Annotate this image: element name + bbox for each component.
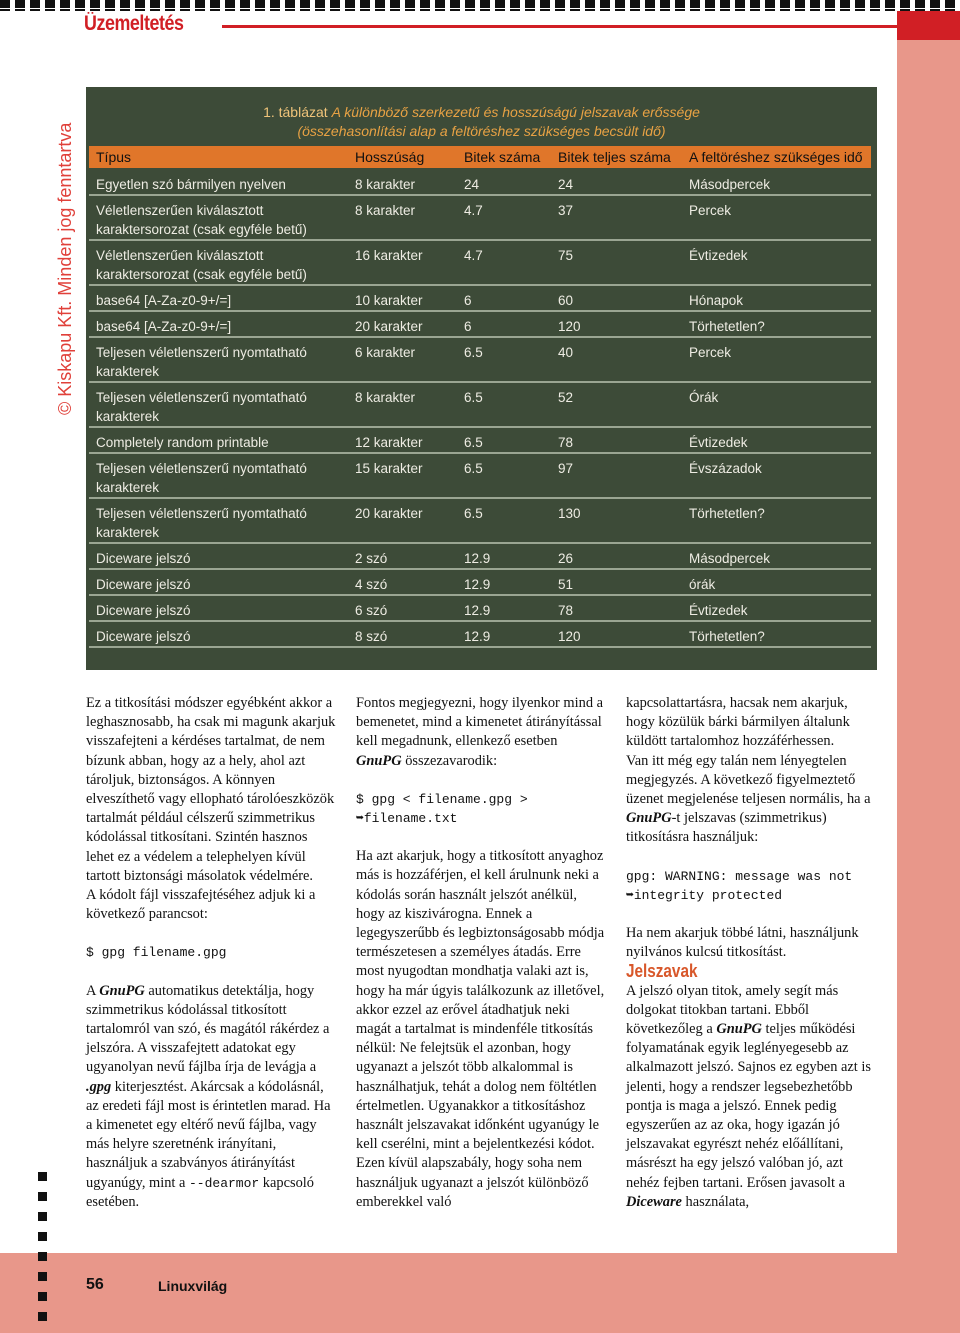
cell-total-bits: 51 — [558, 577, 574, 592]
paragraph: Ez a titkosítási módszer egyébként akkor a leghasznosabb, ha csak mi magunk akarjuk visszafejteni a kérdéses tartalmat, de nem bízunk abban, hogy az a hely, ahol azt tároljuk, biztonságos. A könnyen elveszíthető vagy ellopható tárolóeszközök tartalmát például célszerű szimmetrikus kódolással titkosítani. Szintén hasznos lehet ez a védelem a telephelyen kívül tartott biztonsági másolatok védelmére. — [86, 695, 336, 884]
cell-bits: 12.9 — [464, 551, 491, 566]
cell-bits: 6.5 — [464, 461, 483, 476]
header-rule — [222, 25, 960, 28]
table-header-row — [89, 146, 871, 168]
table-row — [89, 622, 871, 648]
subsection-heading: Jelszavak — [626, 961, 698, 982]
header-crack-time: A feltöréshez szükséges idő — [689, 149, 863, 165]
cell-length: 6 szó — [355, 603, 388, 618]
cell-crack-time: órák — [689, 577, 716, 592]
cell-crack-time: Évtizedek — [689, 248, 748, 263]
table-row — [89, 570, 871, 596]
cell-type: Diceware jelszó — [96, 629, 191, 644]
paragraph: Van itt még egy talán nem lényegtelen megjegyzés. A következő figyelmeztető üzenet megjelenése teljesen normális, ha a GnuPG-t jelszavas (szimmetrikus) titkosításra használjuk: — [626, 752, 871, 846]
text-column-3 — [626, 694, 876, 1212]
password-strength-table — [86, 87, 877, 670]
cell-bits: 12.9 — [464, 629, 491, 644]
page-number: 56 — [86, 1276, 104, 1293]
cell-length: 15 karakter — [355, 461, 423, 476]
table-row — [89, 544, 871, 570]
cell-type: Diceware jelszó — [96, 551, 191, 566]
cell-crack-time: Évtizedek — [689, 603, 748, 618]
table-row — [89, 383, 871, 428]
table-row — [89, 286, 871, 312]
cell-total-bits: 130 — [558, 506, 581, 521]
header-length: Hosszúság — [355, 149, 425, 165]
paragraph: A jelszó olyan titok, amely segít más dolgokat titokban tartani. Ebből következőleg a GnuPG teljes működési folyamatának egyik leglényegesebb az alkalmazott jelszó. Sajnos ez egyben azt is jelenti, hogy a rendszer legsebezhetőbb pontja is maga a jelszó. Ennek pedig egyszerűen az az oka, hogy igazán jó jelszavakat egyrészt nehéz előállítani, másrészt ha egy jelszó valóban jó, azt nehéz fejben tartani. Erősen javasolt a Diceware használata, — [626, 982, 871, 1210]
cell-length: 4 szó — [355, 577, 388, 592]
cell-type: base64 [A-Za-z0-9+/=] — [96, 319, 232, 334]
table-body — [89, 170, 871, 648]
cell-bits: 6 — [464, 293, 472, 308]
cell-crack-time: Másodpercek — [689, 177, 771, 192]
cell-type: Egyetlen szó bármilyen nyelven — [96, 177, 286, 192]
text-column-2 — [356, 694, 606, 1212]
cell-type: Diceware jelszó — [96, 603, 191, 618]
copyright-notice: © Kiskapu Kft. Minden jog fenntartva — [55, 122, 75, 415]
left-square-markers — [38, 1172, 47, 1332]
code-block: gpg: WARNING: message was not ➥integrity protected — [626, 868, 853, 903]
table-caption-number: 1. táblázat — [263, 104, 328, 120]
cell-bits: 24 — [464, 177, 480, 192]
cell-bits: 4.7 — [464, 248, 483, 263]
cell-length: 8 karakter — [355, 177, 416, 192]
cell-total-bits: 78 — [558, 603, 574, 618]
gnupg-term: GnuPG — [716, 1021, 762, 1038]
cell-length: 10 karakter — [355, 293, 423, 308]
cell-total-bits: 120 — [558, 629, 581, 644]
cell-crack-time: Évtizedek — [689, 435, 748, 450]
cell-bits: 4.7 — [464, 203, 483, 218]
paragraph: A GnuPG automatikus detektálja, hogy szimmetrikus kódolással titkosított tartalomról van szó, és magától rákérdez a jelszóra. A visszafejtett adatokat egy ugyanolyan nevű fájlba írja de levágja a .gpg kiterjesztést. Akárcsak a kódolásnál, az eredeti fájl most is érintetlen marad. Ha a kimenetet egy eltérő nevű fájlba, vagy más helyre szeretnénk irányítani, használjuk a szabványos átirányítást ugyanúgy, mint a --dearmor kapcsoló esetében. — [86, 982, 331, 1210]
cell-crack-time: Évszázadok — [689, 461, 762, 476]
cell-total-bits: 75 — [558, 248, 574, 263]
section-title: Üzemeltetés — [84, 12, 184, 35]
header-bits: Bitek száma — [464, 149, 541, 165]
top-dotted-border — [0, 0, 960, 11]
cell-bits: 6.5 — [464, 435, 483, 450]
cell-bits: 12.9 — [464, 577, 491, 592]
cell-crack-time: Törhetetlen? — [689, 629, 765, 644]
gnupg-term: GnuPG — [626, 810, 672, 827]
cell-length: 16 karakter — [355, 248, 423, 263]
gpg-extension: .gpg — [86, 1078, 112, 1095]
paragraph: Ha azt akarjuk, hogy a titkosított anyaghoz más is hozzáférjen, el kell árulnunk neki a kódolás során használt jelszót anélkül, hogy az kiszivárogna. Ennek a legegyszerűbb és legbiztonságosabb módja természetesen a személyes átadás. Erre most nyugodtan mondhatja valaki azt is, hogy ha már úgyis találkozunk az illetővel, akkor ezzel az erővel átadhatjuk neki magát a tartalmat is mindenféle titkosítás nélkül: Ne felejtsük el azonban, hogy ugyanazt a jelszót több alkalommal is használhatjuk, tehát a dolog nem föltétlen értelmetlen. Ugyanakkor a titkosításhoz használt jelszavakat időnként ugyanúgy le kell cserélni, mint a bejelentkezési kódot. Ezen kívül alapszabály, hogy soha nem használjuk ugyanazt a jelszót különböző emberekkel való — [356, 848, 605, 1210]
cell-type: Teljesen véletlenszerű nyomtatható karakterek — [96, 345, 307, 379]
cell-total-bits: 52 — [558, 390, 574, 405]
header-type: Típus — [96, 149, 132, 165]
cell-total-bits: 40 — [558, 345, 574, 360]
dearmor-option: --dearmor — [188, 1175, 260, 1191]
cell-crack-time: Hónapok — [689, 293, 744, 308]
table-caption-title: A különböző szerkezetű és hosszúságú jelszavak erőssége — [331, 104, 700, 120]
table-row — [89, 596, 871, 622]
cell-length: 8 karakter — [355, 390, 416, 405]
cell-bits: 6.5 — [464, 345, 483, 360]
wrap-arrow-icon: ➥ — [626, 887, 634, 903]
cell-crack-time: Percek — [689, 345, 732, 360]
gnupg-term: GnuPG — [99, 982, 145, 999]
wrap-arrow-icon: ➥ — [356, 811, 364, 827]
cell-length: 8 szó — [355, 629, 388, 644]
table-row — [89, 499, 871, 544]
table-row — [89, 428, 871, 454]
right-decor-strip — [897, 40, 960, 1333]
cell-length: 2 szó — [355, 551, 388, 566]
paragraph: Fontos megjegyezni, hogy ilyenkor mind a bemenetet, mind a kimenetet átirányítással kell megadnunk, ellenkező esetben GnuPG összezavarodik: — [356, 695, 604, 769]
cell-crack-time: Törhetetlen? — [689, 506, 765, 521]
header-corner-block — [897, 11, 960, 40]
cell-bits: 12.9 — [464, 603, 491, 618]
table-row — [89, 454, 871, 499]
cell-type: Teljesen véletlenszerű nyomtatható karakterek — [96, 506, 307, 540]
code-block: $ gpg < filename.gpg > ➥filename.txt — [356, 791, 528, 827]
table-row — [89, 196, 871, 241]
paragraph: A kódolt fájl visszafejtéséhez adjuk ki a következő parancsot: — [86, 887, 316, 923]
cell-total-bits: 37 — [558, 203, 574, 218]
cell-type: Teljesen véletlenszerű nyomtatható karakterek — [96, 390, 307, 424]
table-row — [89, 338, 871, 383]
cell-length: 8 karakter — [355, 203, 416, 218]
cell-crack-time: Percek — [689, 203, 732, 218]
cell-type: Diceware jelszó — [96, 577, 191, 592]
cell-bits: 6.5 — [464, 390, 483, 405]
cell-bits: 6.5 — [464, 506, 483, 521]
code-block: $ gpg filename.gpg — [86, 945, 227, 961]
cell-total-bits: 26 — [558, 551, 574, 566]
cell-total-bits: 24 — [558, 177, 574, 192]
table-caption — [86, 104, 877, 120]
paragraph: Ha nem akarjuk többé látni, használjunk nyilvános kulcsú titkosítást. — [626, 925, 859, 961]
gnupg-term: GnuPG — [356, 752, 402, 769]
cell-type: Completely random printable — [96, 435, 269, 450]
cell-length: 20 karakter — [355, 319, 423, 334]
table-row — [89, 312, 871, 338]
cell-type: Teljesen véletlenszerű nyomtatható karakterek — [96, 461, 307, 495]
table-row — [89, 241, 871, 286]
text-column-1 — [86, 694, 336, 1212]
cell-type: Véletlenszerűen kiválasztott karaktersorozat (csak egyféle betű) — [96, 203, 307, 237]
cell-type: base64 [A-Za-z0-9+/=] — [96, 293, 232, 308]
cell-crack-time: Törhetetlen? — [689, 319, 765, 334]
cell-length: 6 karakter — [355, 345, 416, 360]
cell-length: 12 karakter — [355, 435, 423, 450]
paragraph: kapcsolattartásra, hacsak nem akarjuk, hogy közülük bárki bármilyen általunk küldött tartalomhoz hozzáférhessen. — [626, 695, 850, 750]
table-caption-subtitle: (összehasonlítási alap a feltöréshez szükséges becsült idő) — [297, 123, 666, 139]
cell-total-bits: 78 — [558, 435, 574, 450]
cell-crack-time: Másodpercek — [689, 551, 771, 566]
cell-total-bits: 97 — [558, 461, 574, 476]
journal-name: Linuxvilág — [158, 1278, 228, 1294]
bottom-decor-band — [0, 1253, 960, 1333]
cell-bits: 6 — [464, 319, 472, 334]
cell-crack-time: Órák — [689, 390, 719, 405]
cell-total-bits: 120 — [558, 319, 581, 334]
header-total-bits: Bitek teljes száma — [558, 149, 671, 165]
table-row — [89, 170, 871, 196]
diceware-term: Diceware — [626, 1193, 682, 1210]
cell-length: 20 karakter — [355, 506, 423, 521]
cell-total-bits: 60 — [558, 293, 574, 308]
cell-type: Véletlenszerűen kiválasztott karaktersorozat (csak egyféle betű) — [96, 248, 307, 282]
